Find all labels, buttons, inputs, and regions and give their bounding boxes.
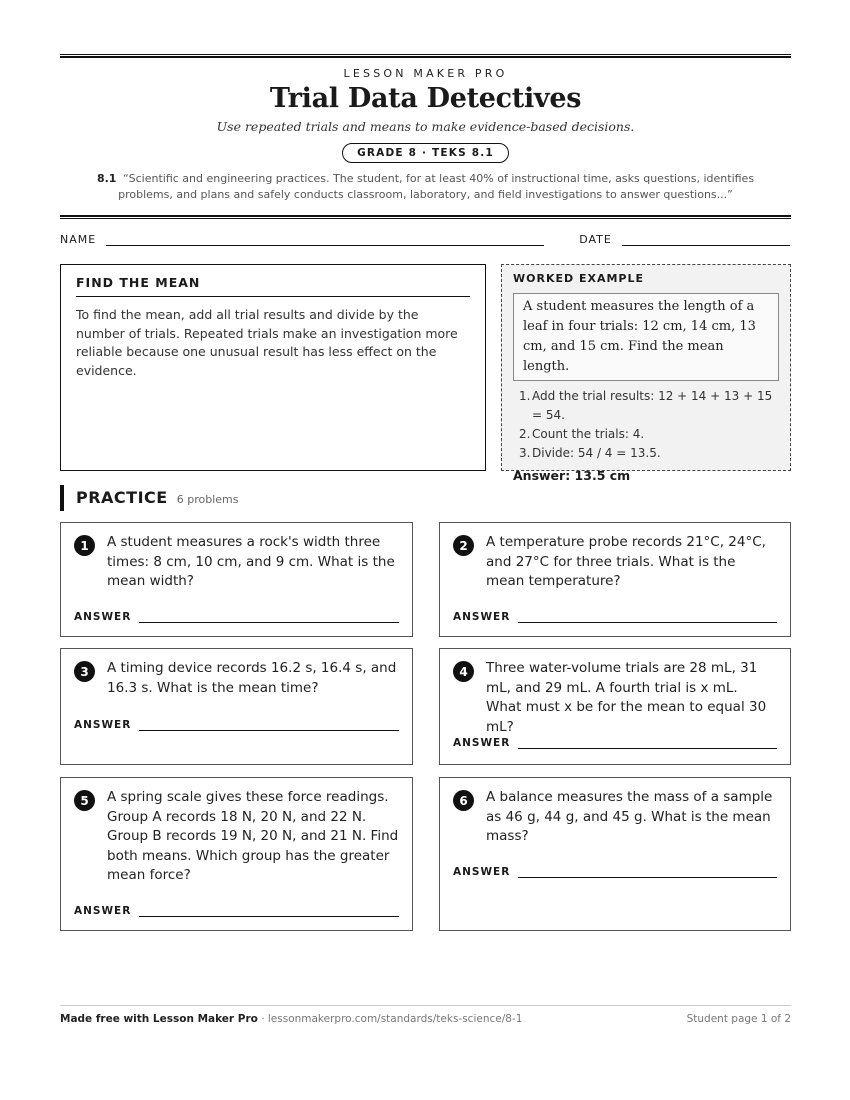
answer-row: [453, 866, 777, 878]
step-item: [519, 387, 779, 425]
question-number: 6: [453, 790, 474, 811]
standard-description: [60, 171, 791, 203]
answer-label: ANSWER: [453, 611, 511, 623]
date-field[interactable]: [622, 235, 790, 246]
question-card-1: [60, 522, 413, 637]
question-number: 4: [453, 661, 474, 682]
answer-field[interactable]: [518, 615, 777, 623]
question-text: Three water-volume trials are 28 mL, 31 mL, and 29 mL. A fourth trial is x mL. What must x be for the mean to equal 30 mL?: [486, 660, 767, 735]
answer-label: ANSWER: [74, 719, 132, 731]
worked-example-answer: Answer: 13.5 cm: [513, 468, 631, 483]
answer-field[interactable]: [139, 723, 399, 731]
worked-example-problem: A student measures the length of a leaf in four trials: 12 cm, 14 cm, 13 cm, and 15 cm. Find the mean length.: [513, 293, 779, 381]
answer-field[interactable]: [518, 741, 777, 749]
find-mean-heading: FIND THE MEAN: [76, 275, 470, 297]
footer-credit: [60, 1013, 522, 1025]
footer-page-number: Student page 1 of 2: [686, 1013, 791, 1025]
worksheet-page: [60, 54, 791, 931]
date-label: DATE: [579, 233, 612, 246]
answer-label: ANSWER: [74, 611, 132, 623]
footer-url[interactable]: · lessonmakerpro.com/standards/teks-science/8-1: [257, 1013, 523, 1025]
answer-label: ANSWER: [453, 737, 511, 749]
page-title: Trial Data Detectives: [269, 83, 582, 114]
question-text: A timing device records 16.2 s, 16.4 s, and 16.3 s. What is the mean time?: [107, 660, 397, 696]
question-card-2: [439, 522, 791, 637]
name-date-row: [60, 233, 791, 246]
question-number: 5: [74, 790, 95, 811]
find-mean-box: [60, 264, 486, 471]
question-number: 1: [74, 535, 95, 556]
question-text: A student measures a rock's width three times: 8 cm, 10 cm, and 9 cm. What is the mean width?: [107, 534, 395, 589]
answer-row: [74, 719, 399, 731]
grade-badge: GRADE 8 · TEKS 8.1: [342, 143, 509, 163]
page-subtitle: Use repeated trials and means to make evidence-based decisions.: [216, 119, 635, 134]
page-footer: [60, 1005, 791, 1025]
practice-heading-bar: [60, 485, 791, 511]
answer-field[interactable]: [139, 615, 399, 623]
brand-label: LESSON MAKER PRO: [343, 67, 508, 80]
step-number: 2.: [519, 427, 531, 441]
answer-row: [74, 905, 399, 917]
name-label: NAME: [60, 233, 97, 246]
standard-code: 8.1: [96, 172, 117, 185]
question-card-6: [439, 777, 791, 931]
worked-example-box: [501, 264, 791, 483]
question-text: A temperature probe records 21°C, 24°C, and 27°C for three trials. What is the mean temperature?: [486, 534, 766, 589]
worked-example-steps: [513, 387, 779, 463]
step-number: 1.: [519, 389, 531, 403]
answer-field[interactable]: [518, 870, 777, 878]
answer-row: [453, 611, 777, 623]
practice-heading: PRACTICE: [76, 488, 168, 507]
question-text: A spring scale gives these force readings. Group A records 18 N, 20 N, and 22 N. Group B records 19 N, 20 N, and 21 N. Find both means. Which group has the greater mean force?: [107, 789, 399, 883]
worked-example-heading: WORKED EXAMPLE: [513, 272, 644, 285]
question-number: 2: [453, 535, 474, 556]
question-number: 3: [74, 661, 95, 682]
question-card-3: [60, 648, 413, 765]
practice-count: 6 problems: [176, 493, 239, 506]
answer-label: ANSWER: [74, 905, 132, 917]
step-item: [519, 444, 779, 463]
question-card-4: [439, 648, 791, 765]
answer-row: [74, 611, 399, 623]
answer-label: ANSWER: [453, 866, 511, 878]
find-mean-body: To find the mean, add all trial results and divide by the number of trials. Repeated trials make an investigation more reliable because one unusual result has less effect on the evidence.: [76, 307, 458, 378]
name-field[interactable]: [106, 235, 544, 246]
answer-row: [453, 737, 777, 749]
answer-field[interactable]: [139, 909, 399, 917]
step-text: Divide: 54 / 4 = 13.5.: [532, 446, 661, 460]
practice-grid: [60, 522, 791, 931]
step-text: Add the trial results: 12 + 14 + 13 + 15 = 54.: [532, 389, 773, 422]
step-item: [519, 425, 779, 444]
footer-made-by: Made free with Lesson Maker Pro: [60, 1013, 258, 1025]
question-card-5: [60, 777, 413, 931]
step-number: 3.: [519, 446, 531, 460]
standard-text: “Scientific and engineering practices. The student, for at least 40% of instructional time, asks questions, identifies problems, and plans and safely conducts classroom, laboratory, and field investigations to answer questions...”: [118, 172, 755, 201]
question-text: A balance measures the mass of a sample as 46 g, 44 g, and 45 g. What is the mean mass?: [486, 789, 773, 844]
top-rule: [60, 54, 791, 58]
header-rule: [60, 215, 791, 219]
step-text: Count the trials: 4.: [532, 427, 645, 441]
